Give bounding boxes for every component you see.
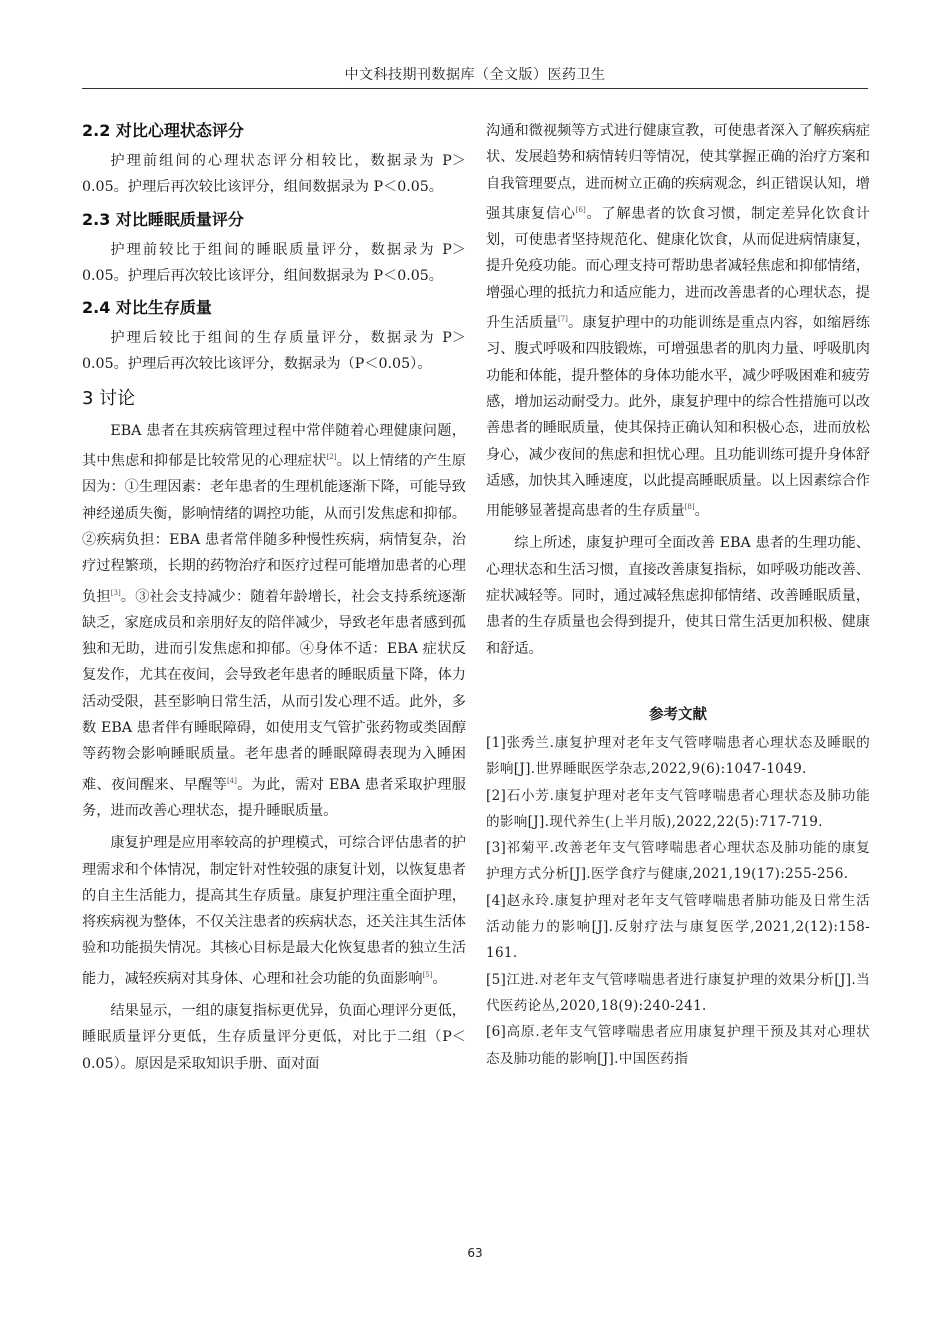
reference-item: [5]江进.对老年支气管哮喘患者进行康复护理的效果分析[J].当代医药论丛,2020,18(9):240-241. xyxy=(486,971,870,1014)
text-span: 。 xyxy=(694,503,709,520)
citation-6: [6] xyxy=(575,205,586,214)
references-title: 参考文献 xyxy=(649,706,707,723)
section-2-3-title: 2.3 对比睡眠质量评分 xyxy=(82,209,244,229)
running-header: 中文科技期刊数据库（全文版）医药卫生 xyxy=(344,67,606,83)
discussion-paragraph-1 xyxy=(82,418,466,824)
citation-4: [4] xyxy=(226,776,237,785)
reference-item: [2]石小芳.康复护理对老年支气管哮喘患者心理状态及肺功能的影响[J].现代养生(上半月版),2022,22(5):717-719. xyxy=(486,787,870,830)
discussion-paragraph-3: 结果显示，一组的康复指标更优异，负面心理评分更低，睡眠质量评分更低，生存质量评分更低，对比于二组（P＜0.05）。原因是采取知识手册、面对面 xyxy=(82,1003,466,1072)
citation-3: [3] xyxy=(110,588,121,597)
header-rule xyxy=(82,88,868,89)
discussion-continued-paragraph xyxy=(486,118,870,524)
reference-item: [1]张秀兰.康复护理对老年支气管哮喘患者心理状态及睡眠的影响[J].世界睡眠医学杂志,2022,9(6):1047-1049. xyxy=(486,734,870,778)
discussion-paragraph-2 xyxy=(82,830,466,992)
conclusion-paragraph: 综上所述，康复护理可全面改善 EBA 患者的生理功能、心理状态和生活习惯，直接改善康复指标，如呼吸功能改善、症状减轻等。同时，通过减轻焦虑抑郁情绪、改善睡眠质量，患者的生存质量也会得到提升，使其日常生活更加积极、健康和舒适。 xyxy=(486,535,870,657)
section-2-4-title: 2.4 对比生存质量 xyxy=(82,298,212,318)
reference-item: [3]祁菊平.改善老年支气管哮喘患者心理状态及肺功能的康复护理方式分析[J].医学食疗与健康,2021,19(17):255-256. xyxy=(486,840,870,883)
section-2-2-title: 2.2 对比心理状态评分 xyxy=(82,121,244,140)
references-list xyxy=(486,730,870,1072)
right-column xyxy=(486,118,870,1072)
section-2-4-text: 护理后较比于组间的生存质量评分，数据录为 P＞0.05。护理后再次较比该评分，数据录为（P＜0.05）。 xyxy=(82,330,466,373)
citation-7: [7] xyxy=(557,315,568,324)
text-span: EBA 患者在其疾病管理过程中常伴随着心理健康问题，其中焦虑和抑郁是比较常见的心理症状 xyxy=(82,422,466,470)
text-span: 。以上情绪的产生原因为：①生理因素：老年患者的生理机能逐渐下降，可能导致神经递质失衡，影响情绪的调控功能，从而引发焦虑和抑郁。②疾病负担：EBA 患者常伴随多种慢性疾病，病情复杂，治疗过程繁琐，长期的药物治疗和医疗过程可能增加患者的心理负担 xyxy=(82,453,466,605)
text-span: 。为此，需对 EBA 患者采取护理服务，进而改善心理状态，提升睡眠质量。 xyxy=(82,776,466,819)
text-span: 。 xyxy=(432,970,447,987)
reference-item: [6]高原.老年支气管哮喘患者应用康复护理干预及其对心理状态及肺功能的影响[J].中国医药指 xyxy=(486,1024,870,1067)
citation-8: [8] xyxy=(684,503,695,512)
text-span: 。康复护理中的功能训练是重点内容，如缩唇练习、腹式呼吸和四肢锻炼，可增强患者的肌肉力量、呼吸肌肉功能和体能，提升整体的身体功能水平，减少呼吸困难和疲劳感，增加运动耐受力。此外，康复护理中的综合性措施可以改善患者的睡眠质量，使其保持正确认知和积极心态，进而放松身心，减少夜间的焦虑和担忧心理。且功能训练可提升身体舒适感，加快其入睡速度，以此提高睡眠质量。以上因素综合作用能够显著提高患者的生存质量 xyxy=(486,315,870,520)
text-span: 康复护理是应用率较高的护理模式，可综合评估患者的护理需求和个体情况，制定针对性较强的康复计划，以恢复患者的自主生活能力，提高其生存质量。康复护理注重全面护理，将疾病视为整体，不仅关注患者的疾病状态，还关注其生活体验和功能损失情况。其核心目标是最大化恢复患者的独立生活能力，减轻疾病对其身体、心理和社会功能的负面影响 xyxy=(82,835,466,987)
section-2-2-text: 护理前组间的心理状态评分相较比，数据录为 P＞0.05。护理后再次较比该评分，组间数据录为 P＜0.05。 xyxy=(82,153,466,196)
reference-item: [4]赵永玲.康复护理对老年支气管哮喘患者肺功能及日常生活活动能力的影响[J].反射疗法与康复医学,2021,2(12):158-161. xyxy=(486,892,870,962)
text-span: 。了解患者的饮食习惯，制定差异化饮食计划，可使患者坚持规范化、健康化饮食，从而促进病情康复，提升免疫功能。而心理支持可帮助患者减轻焦虑和抑郁情绪，增强心理的抵抗力和适应能力，进而改善患者的心理状态，提升生活质量 xyxy=(486,205,870,332)
citation-5: [5] xyxy=(422,970,433,979)
page-number: 63 xyxy=(467,1246,483,1260)
text-span: 。③社会支持减少：随着年龄增长，社会支持系统逐渐缺乏，家庭成员和亲朋好友的陪伴减少，导致老年患者感到孤独和无助，进而引发焦虑和抑郁。④身体不适：EBA 症状反复发作，尤其在夜间，会导致老年患者的睡眠质量下降，体力活动受限，甚至影响日常生活，从而引发心理不适。此外，多数 EBA 患者伴有睡眠障碍，如使用支气管扩张药物或类固醇等药物会影响睡眠质量。老年患者的睡眠障碍表现为入睡困难、夜间醒来、早醒等 xyxy=(82,588,466,793)
section-2-3-text: 护理前较比于组间的睡眠质量评分，数据录为 P＞0.05。护理后再次较比该评分，组间数据录为 P＜0.05。 xyxy=(82,241,466,284)
section-3-title: 3 讨论 xyxy=(82,387,136,409)
text-span: 沟通和微视频等方式进行健康宣教，可使患者深入了解疾病症状、发展趋势和病情转归等情况，使其掌握正确的治疗方案和自我管理要点，进而树立正确的疾病观念，纠正错误认知，增强其康复信心 xyxy=(486,123,870,222)
citation-2: [2] xyxy=(326,453,337,462)
left-column xyxy=(82,118,466,1083)
